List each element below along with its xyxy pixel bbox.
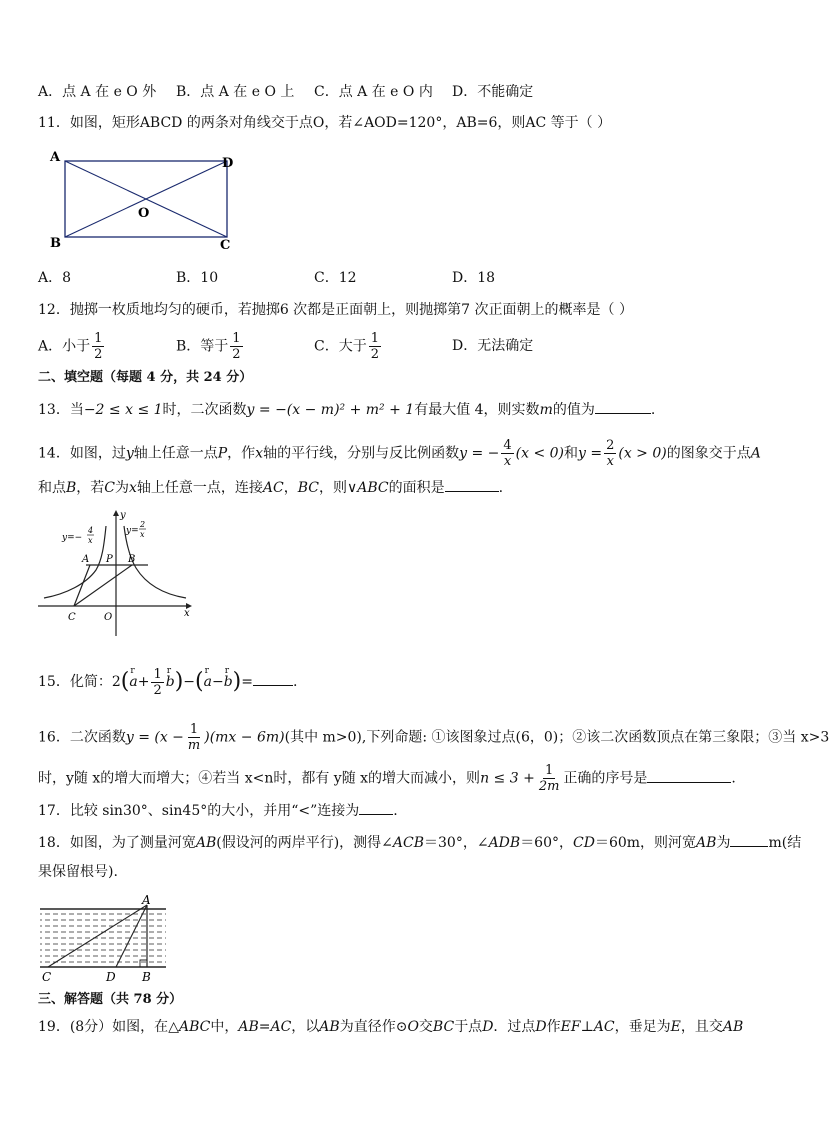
label-func2: y= xyxy=(126,526,139,536)
label-func2-num: 2 xyxy=(140,520,146,529)
label-c: C xyxy=(42,970,52,984)
q13-answer-blank[interactable] xyxy=(595,399,651,414)
fraction: $\frac{1}{2}$ xyxy=(232,331,241,362)
q18-line-1: 18．如图，为了测量河宽AB(假设河的两岸平行)，测得∠ACB＝30°，∠ADB＝60°，CD＝60m，则河宽AB为 m(结 xyxy=(38,832,801,853)
q17-text: 17．比较 sin30°、sin45°的大小，并用“<”连接为 . xyxy=(38,800,398,821)
q18-river-figure xyxy=(36,893,172,985)
label-d: D xyxy=(106,970,116,984)
label-p: P xyxy=(106,554,113,565)
fraction: $\frac{1}{2m}$ xyxy=(538,763,560,794)
q16-line-1: 16．二次函数y = (x − $\frac{1}{m}$ )(mx − 6m)(其中 m>0),下列命题: ①该图象过点(6，0)；②该二次函数顶点在第三象限；③当 x>3 xyxy=(38,722,829,753)
q11-rectangle-figure xyxy=(44,146,244,252)
label-c: C xyxy=(220,238,231,253)
q18-line-2: 果保留根号). xyxy=(38,864,118,880)
label-b: B xyxy=(50,236,61,251)
q10-option-d: D．不能确定 xyxy=(452,84,534,100)
q18-answer-blank[interactable] xyxy=(730,832,768,847)
section-3-heading: 三、解答题（共 78 分） xyxy=(38,992,183,1007)
label-c: C xyxy=(68,612,76,623)
q13-text: 13．当−2 ≤ x ≤ 1时，二次函数y = −(x − m)² + m² + 1有最大值 4，则实数m的值为 . xyxy=(38,399,655,420)
label-b: B xyxy=(142,970,151,984)
q10-option-b: B．点 A 在 e O 上 xyxy=(176,84,295,100)
section-2-heading: 二、填空题（每题 4 分，共 24 分） xyxy=(38,370,253,385)
q11-option-b: B．10 xyxy=(176,270,219,286)
q12-option-a: A．小于 $\frac{1}{2}$ xyxy=(38,331,103,362)
fraction: $\frac{4}{x}$ xyxy=(503,438,512,469)
fraction: $\frac{1}{2}$ xyxy=(370,331,379,362)
fraction: $\frac{1}{2}$ xyxy=(94,331,103,362)
q12-option-c: C．大于 $\frac{1}{2}$ xyxy=(314,331,379,362)
label-a: A xyxy=(50,150,61,165)
q14-hyperbola-figure xyxy=(36,508,196,640)
q10-option-c: C．点 A 在 e O 内 xyxy=(314,84,433,100)
label-func1-num: 4 xyxy=(88,526,94,535)
label-func2-den: x xyxy=(140,530,145,539)
q11-option-c: C．12 xyxy=(314,270,357,286)
q11-option-a: A．8 xyxy=(38,270,72,286)
q12-option-b: B．等于 $\frac{1}{2}$ xyxy=(176,331,241,362)
q14-line-1: 14．如图，过y轴上任意一点P，作x轴的平行线，分别与反比例函数y = − $\frac{4}{x}$ (x < 0)和y = $\frac{2}{x}$ (x > 0)的图象交于点A xyxy=(38,438,761,469)
q14-line-2: 和点B，若C为x轴上任意一点，连接AC，BC，则∨ABC的面积是 . xyxy=(38,477,503,498)
q15-text: 15．化简：2(r a+ $\frac{1}{2}$ r b)−(r a−r b)= . xyxy=(38,666,297,698)
label-x: x xyxy=(184,608,190,619)
fraction: $\frac{1}{m}$ xyxy=(187,722,201,753)
label-func1: y=− xyxy=(62,533,83,543)
label-b: B xyxy=(128,554,136,565)
label-o: O xyxy=(138,206,150,221)
q16-line-2: 时，y随 x的增大而增大；④若当 x<n时，都有 y随 x的增大而减小，则n ≤ 3 + $\frac{1}{2m}$ 正确的序号是 . xyxy=(38,763,736,794)
y-axis-arrow xyxy=(113,510,119,516)
q11-option-d: D．18 xyxy=(452,270,496,286)
q12-text: 12．抛掷一枚质地均匀的硬币，若抛掷6 次都是正面朝上，则抛掷第7 次正面朝上的概率是（ ） xyxy=(38,302,633,318)
q19-text: 19．(8分）如图，在△ABC中，AB=AC，以AB为直径作⊙O交BC于点D．过点D作EF⊥AC，垂足为E，且交AB xyxy=(38,1019,744,1035)
label-y: y xyxy=(120,510,126,521)
q16-answer-blank[interactable] xyxy=(647,768,731,783)
label-a: A xyxy=(142,893,151,907)
line-cb xyxy=(74,565,132,606)
q17-answer-blank[interactable] xyxy=(359,800,393,815)
q12-option-d: D．无法确定 xyxy=(452,338,534,354)
fraction: $\frac{1}{2}$ xyxy=(153,666,162,698)
label-o: O xyxy=(104,612,113,623)
q10-option-a: A．点 A 在 e O 外 xyxy=(38,84,157,100)
fraction: $\frac{2}{x}$ xyxy=(606,438,615,469)
label-func1-den: x xyxy=(88,536,93,545)
label-a: A xyxy=(82,554,90,565)
label-d: D xyxy=(222,156,234,171)
q11-text: 11．如图，矩形ABCD 的两条对角线交于点O，若∠AOD=120°，AB=6，则AC 等于（ ） xyxy=(38,115,612,131)
q14-answer-blank[interactable] xyxy=(445,477,499,492)
q15-answer-blank[interactable] xyxy=(253,671,293,686)
